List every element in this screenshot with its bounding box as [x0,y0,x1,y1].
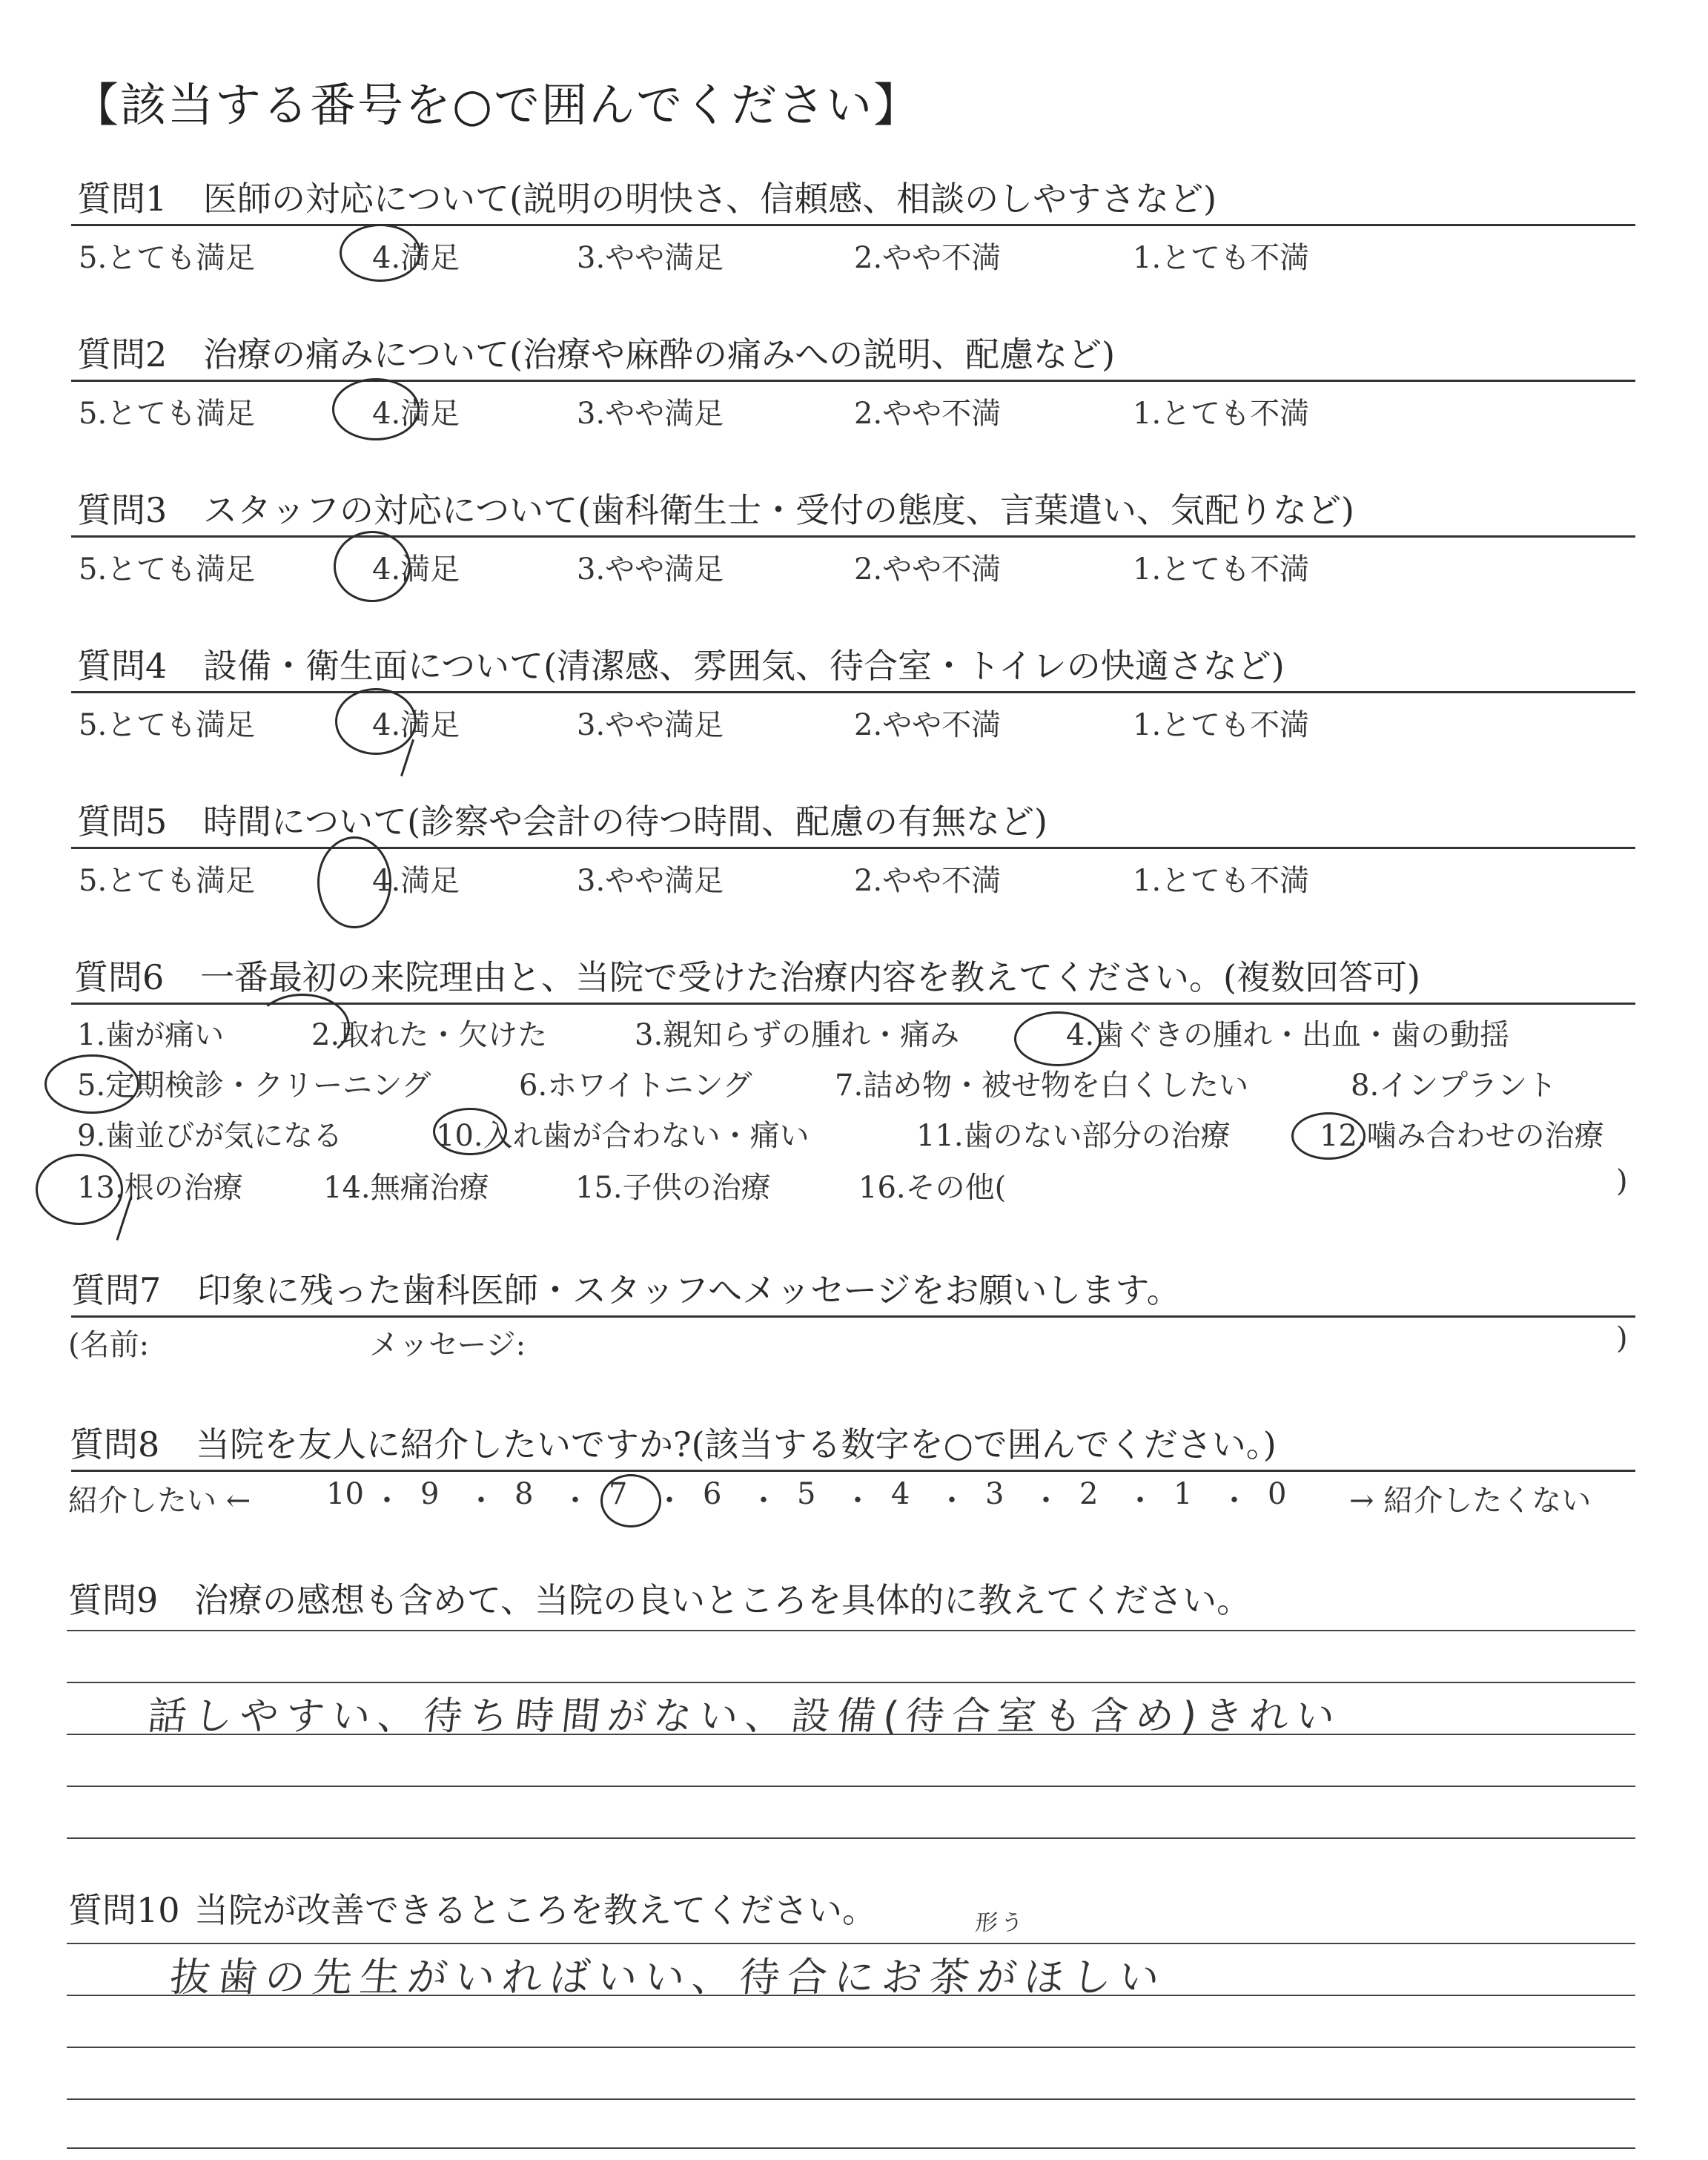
q8-scale-dot: ・ [466,1484,496,1518]
q6-circle-10 [433,1108,507,1155]
q8-scale-5[interactable]: 5 [797,1477,816,1511]
q5-text: 時間について(診察や会計の待つ時間、配慮の有無など) [203,802,1047,842]
q6-opt-16[interactable]: 16.その他( [858,1171,1007,1205]
q2-opt-3[interactable]: 3.やや満足 [577,397,724,431]
q9-line-1 [67,1630,1635,1631]
q6-opt-5[interactable]: 5.定期検診・クリーニング [77,1069,431,1103]
q8-scale-4[interactable]: 4 [891,1477,910,1511]
q8-text: 当院を友人に紹介したいですか?(該当する数字を○で囲んでください。) [196,1424,1277,1464]
q6-text: 一番最初の来院理由と、当院で受けた治療内容を教えてください。(複数回答可) [200,957,1420,997]
q1-opt-5[interactable]: 5.とても満足 [79,241,256,275]
q1-opt-4[interactable]: 4.満足 [372,241,460,275]
q2-rule [71,380,1635,382]
q3-opt-3[interactable]: 3.やや満足 [577,552,724,587]
q1-opt-2[interactable]: 2.やや不満 [854,241,1002,275]
q10-line-5 [67,2147,1635,2149]
q6-title [74,951,1420,1000]
q3-rule [71,535,1635,538]
q1-selection-circle [340,224,421,282]
q1-opt-3[interactable]: 3.やや満足 [577,241,724,275]
q2-text: 治療の痛みについて(治療や麻酔の痛みへの説明、配慮など) [203,334,1116,374]
q6-opt-14[interactable]: 14.無痛治療 [323,1171,489,1205]
q8-scale-dot: ・ [843,1484,873,1518]
q2-title [77,328,1115,377]
q8-scale-dot: ・ [1125,1484,1155,1518]
q7-title [71,1264,1181,1312]
q8-scale-2[interactable]: 2 [1079,1477,1099,1511]
q8-scale-1[interactable]: 1 [1174,1477,1193,1511]
q9-text: 治療の感想も含めて、当院の良いところを具体的に教えてください。 [194,1580,1251,1620]
q7-name-label[interactable]: (名前: [68,1328,150,1362]
q10-annotation: 形う [973,1910,1027,1936]
q5-opt-2[interactable]: 2.やや不満 [854,864,1002,898]
q6-opt-2[interactable]: 2.取れた・欠けた [311,1018,548,1052]
q8-selection-circle [600,1474,661,1527]
q3-opt-1[interactable]: 1.とても不満 [1133,552,1310,587]
q8-scale-dot: ・ [937,1484,967,1518]
q9-line-2 [67,1682,1635,1683]
q8-scale-6[interactable]: 6 [703,1477,722,1511]
q10-answer[interactable]: 抜歯の先生がいればいい、待合にお茶がほしい [168,1954,1169,2001]
q4-rule [71,691,1635,693]
q10-line-3 [67,2047,1635,2048]
q6-circle-12 [1291,1112,1366,1160]
q8-scale-3[interactable]: 3 [985,1477,1004,1511]
q6-opt-16-close: ) [1616,1164,1628,1198]
q5-rule [71,847,1635,849]
q4-opt-4[interactable]: 4.満足 [372,708,460,742]
q8-scale-dot: ・ [1031,1484,1061,1518]
q7-text: 印象に残った歯科医師・スタッフへメッセージをお願いします。 [197,1270,1181,1310]
q6-opt-15[interactable]: 15.子供の治療 [575,1171,771,1205]
q10-label: 質問10 [68,1890,180,1930]
q3-text: スタッフの対応について(歯科衛生士・受付の態度、言葉遣い、気配りなど) [203,490,1354,530]
q5-title [77,795,1047,844]
q10-line-1 [67,1943,1635,1944]
q1-label: 質問1 [77,179,168,219]
page-header: 【該当する番号を○で囲んでください】 [73,78,921,132]
q5-opt-4[interactable]: 4.満足 [372,864,460,898]
q9-label: 質問9 [68,1580,159,1620]
q5-label: 質問5 [77,802,168,842]
q8-scale-8[interactable]: 8 [514,1477,534,1511]
q6-opt-1[interactable]: 1.歯が痛い [77,1018,225,1052]
q10-line-4 [67,2098,1635,2100]
q6-opt-9[interactable]: 9.歯並びが気になる [77,1119,343,1153]
q8-scale-10[interactable]: 10 [326,1477,364,1511]
q6-opt-11[interactable]: 11.歯のない部分の治療 [916,1119,1231,1153]
q8-scale-0[interactable]: 0 [1268,1477,1287,1511]
q8-left-label: 紹介したい ← [68,1484,251,1518]
q4-opt-3[interactable]: 3.やや満足 [577,708,724,742]
q4-selection-circle [335,688,417,755]
q8-scale-dot: ・ [749,1484,778,1518]
q1-title [77,172,1217,221]
q1-opt-1[interactable]: 1.とても不満 [1133,241,1310,275]
q5-opt-3[interactable]: 3.やや満足 [577,864,724,898]
q2-opt-2[interactable]: 2.やや不満 [854,397,1002,431]
q6-opt-8[interactable]: 8.インプラント [1351,1069,1558,1103]
q6-opt-12[interactable]: 12.噛み合わせの治療 [1320,1119,1604,1153]
q9-answer[interactable]: 話しやすい、待ち時間がない、設備(待合室も含め)きれい [145,1694,1345,1739]
q3-selection-circle [334,531,411,602]
q4-opt-1[interactable]: 1.とても不満 [1133,708,1310,742]
q6-circle-2 [255,994,350,1060]
q4-text: 設備・衛生面について(清潔感、雰囲気、待合室・トイレの快適さなど) [203,646,1285,686]
q7-label: 質問7 [71,1270,162,1310]
q10-text: 当院が改善できるところを教えてください。 [194,1890,876,1930]
q4-label: 質問4 [77,646,168,686]
q1-rule [71,224,1635,226]
q3-opt-2[interactable]: 2.やや不満 [854,552,1002,587]
q9-title [68,1573,1251,1622]
q6-opt-10[interactable]: 10.入れ歯が合わない・痛い [436,1119,810,1153]
q3-title [77,483,1354,532]
q6-opt-6[interactable]: 6.ホワイトニング [519,1069,752,1103]
q8-scale-9[interactable]: 9 [420,1477,440,1511]
q6-circle-5 [44,1054,139,1114]
q5-opt-1[interactable]: 1.とても不満 [1133,864,1310,898]
q2-opt-1[interactable]: 1.とても不満 [1133,397,1310,431]
q8-scale-dot: ・ [1219,1484,1249,1518]
q8-scale-7[interactable]: 7 [609,1477,628,1511]
q9-line-4 [67,1786,1635,1787]
q6-opt-13[interactable]: 13.根の治療 [77,1171,243,1205]
q6-opt-7[interactable]: 7.詰め物・被せ物を白くしたい [835,1069,1249,1103]
q8-title [70,1418,1277,1467]
q6-label: 質問6 [74,957,165,997]
q3-opt-4[interactable]: 4.満足 [372,552,460,587]
q4-opt-2[interactable]: 2.やや不満 [854,708,1002,742]
q3-opt-5[interactable]: 5.とても満足 [79,552,256,587]
q2-opt-5[interactable]: 5.とても満足 [79,397,256,431]
q6-circle-4 [1014,1011,1102,1066]
q8-scale-dot: ・ [655,1484,684,1518]
q6-circle-13 [36,1154,123,1225]
q8-label: 質問8 [70,1424,160,1464]
q6-opt-4[interactable]: 4.歯ぐきの腫れ・出血・歯の動揺 [1066,1018,1510,1052]
q7-close-paren: ) [1616,1321,1628,1355]
q6-opt-3[interactable]: 3.親知らずの腫れ・痛み [635,1018,960,1052]
q8-rule [71,1470,1635,1472]
q8-scale-dot: ・ [560,1484,590,1518]
q7-rule [71,1315,1635,1318]
q2-label: 質問2 [77,334,168,374]
q2-selection-circle [332,378,420,440]
q2-opt-4[interactable]: 4.満足 [372,397,460,431]
q1-text: 医師の対応について(説明の明快さ、信頼感、相談のしやすさなど) [203,179,1217,219]
q5-opt-5[interactable]: 5.とても満足 [79,864,256,898]
q8-right-label: → 紹介したくない [1349,1484,1592,1518]
q9-line-5 [67,1837,1635,1839]
q7-message-label[interactable]: メッセージ: [369,1328,526,1362]
q8-scale-dot: ・ [372,1484,402,1518]
q10-title [68,1883,876,1932]
q4-opt-5[interactable]: 5.とても満足 [79,708,256,742]
q5-selection-circle [317,836,391,928]
q3-label: 質問3 [77,490,168,530]
q4-title [77,639,1285,688]
